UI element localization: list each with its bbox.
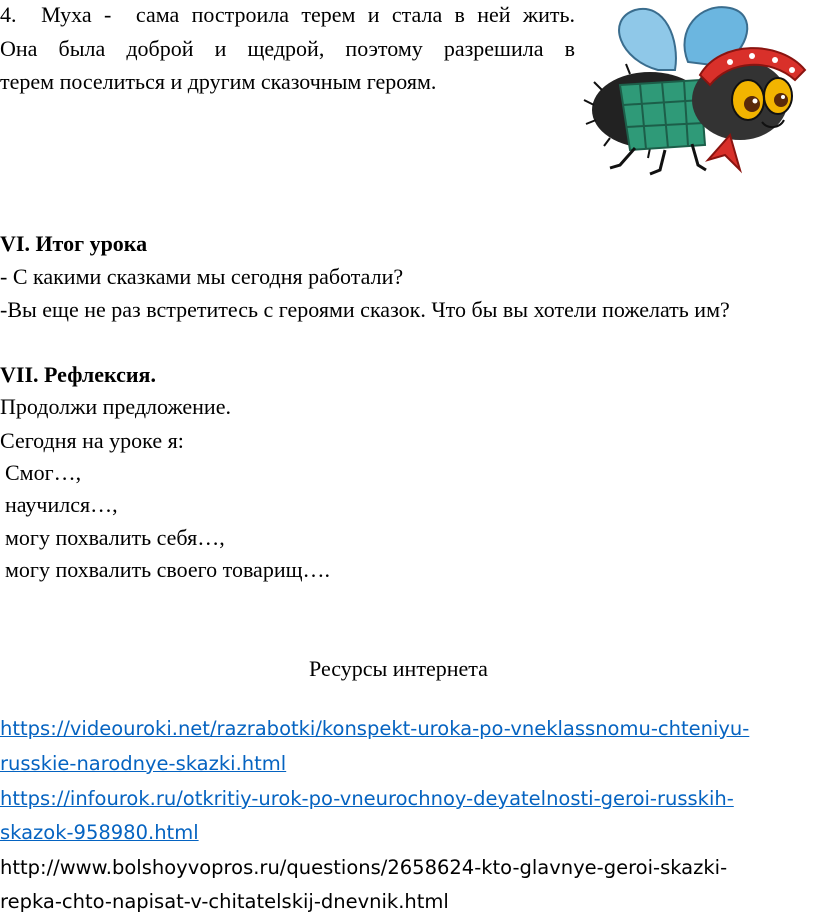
resource-text-url: http://www.bolshoyvopros.ru/questions/2658624-kto-glavnye-geroi-skazki- bbox=[0, 856, 728, 879]
reflection-item: Смог…, bbox=[5, 460, 82, 485]
resources-title: Ресурсы интернета bbox=[309, 656, 488, 681]
section-7-heading: VII. Рефлексия. bbox=[0, 362, 156, 387]
section-6-question-2: -Вы еще не раз встретитесь с героями сказок. Что бы вы хотели пожелать им? bbox=[0, 297, 730, 322]
section-6-heading: VI. Итог урока bbox=[0, 231, 148, 256]
resource-link-2-cont[interactable]: skazok-958980.html bbox=[0, 821, 199, 844]
reflection-item: могу похвалить своего товарищ…. bbox=[5, 557, 331, 582]
fly-character-icon bbox=[580, 0, 816, 180]
resource-link-1-cont[interactable]: russkie-narodnye-skazki.html bbox=[0, 752, 287, 775]
resource-text-url-cont: repka-chto-napisat-v-chitatelskij-dnevnik.html bbox=[0, 890, 449, 913]
intro-line-2: Она была доброй и щедрой, поэтому разрешила в bbox=[0, 36, 575, 61]
resource-link-2[interactable]: https://infourok.ru/otkritiy-urok-po-vneurochnoy-deyatelnosti-geroi-russkih- bbox=[0, 787, 734, 810]
reflection-line-1: Продолжи предложение. bbox=[0, 394, 231, 419]
intro-line-1: 4. Муха - сама построила терем и стала в ней жить. bbox=[0, 2, 575, 27]
resource-link-1[interactable]: https://videouroki.net/razrabotki/konspekt-uroka-po-vneklassnomu-chteniyu- bbox=[0, 717, 750, 740]
intro-line-3: терем поселиться и другим сказочным героям. bbox=[0, 69, 437, 94]
section-6-question-1: - С какими сказками мы сегодня работали? bbox=[0, 264, 404, 289]
reflection-line-2: Сегодня на уроке я: bbox=[0, 428, 184, 453]
reflection-item: могу похвалить себя…, bbox=[5, 525, 225, 550]
reflection-item: научился…, bbox=[5, 492, 118, 517]
